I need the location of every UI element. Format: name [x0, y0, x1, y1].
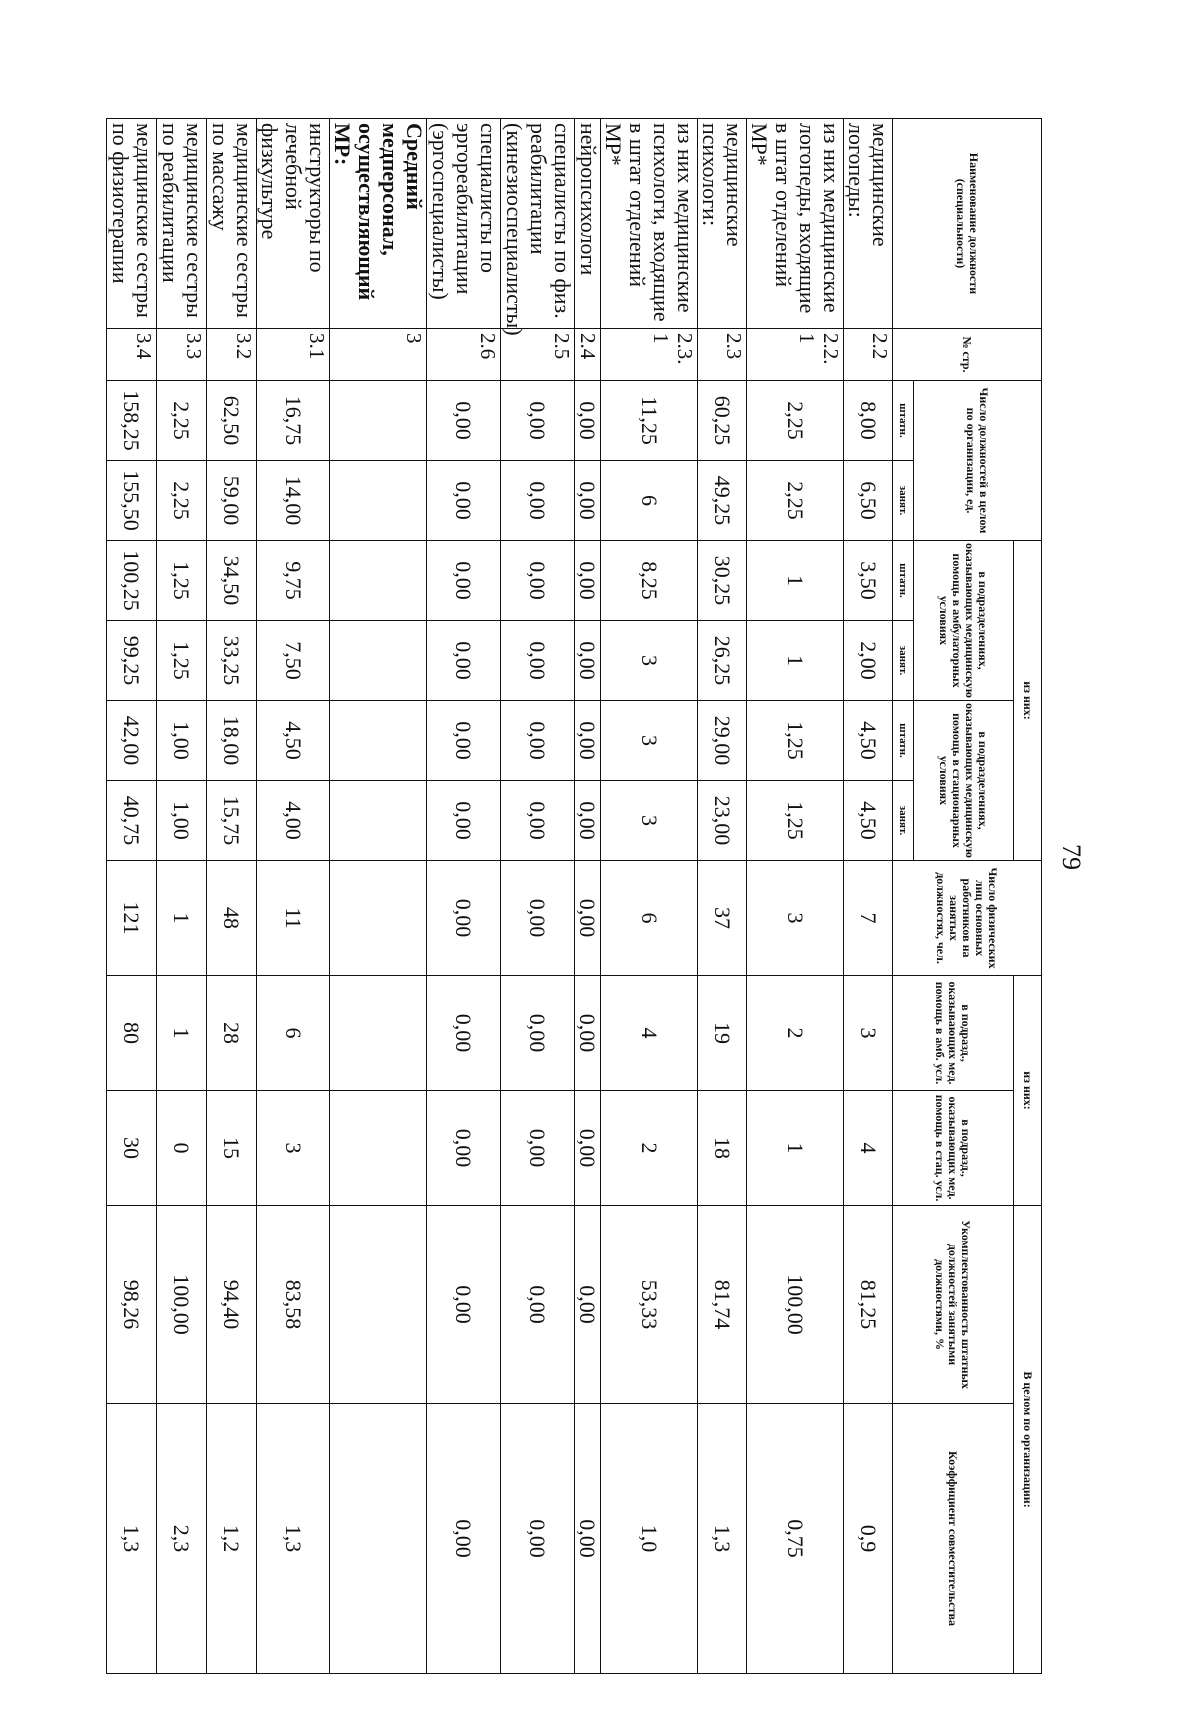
- cell-pct: 81,25: [844, 1206, 893, 1404]
- header-staffing: Укомплектованность штатных должностей занятыми должностями, %: [893, 1206, 1014, 1404]
- cell-pct: 0,00: [501, 1206, 575, 1404]
- staffing-table: [106, 118, 1042, 1674]
- header-phys-persons: Число физических лиц основных работников на занятых должностях, чел.: [893, 861, 1042, 976]
- cell-t-sh: 0,00: [575, 381, 601, 461]
- cell-fl-a: 3: [844, 976, 893, 1091]
- cell-a-z: 7,50: [257, 621, 330, 701]
- table-row: [257, 119, 330, 1674]
- cell-name: медицинские логопеды:: [844, 119, 893, 329]
- cell-t-z: 14,00: [257, 461, 330, 541]
- cell-coef: 1,2: [207, 1404, 257, 1674]
- cell-fl: [330, 861, 427, 976]
- cell-t-sh: 0,00: [427, 381, 501, 461]
- cell-a-sh: 9,75: [257, 541, 330, 621]
- cell-fl-s: 2: [601, 1091, 698, 1206]
- cell-fl: 0,00: [427, 861, 501, 976]
- cell-a-z: 3: [601, 621, 698, 701]
- cell-s-z: 4,50: [844, 781, 893, 861]
- cell-a-sh: 100,25: [107, 541, 157, 621]
- cell-fl-s: 0,00: [575, 1091, 601, 1206]
- cell-name: инструкторы по лечебной физкультуре: [257, 119, 330, 329]
- header-amb-zanyat: занят.: [893, 621, 914, 701]
- cell-no: 3.3: [157, 329, 207, 381]
- header-of-them: из них:: [1014, 541, 1042, 861]
- cell-a-sh: 8,25: [601, 541, 698, 621]
- table-row: [427, 119, 501, 1674]
- cell-a-sh: 0,00: [575, 541, 601, 621]
- cell-fl-a: 19: [698, 976, 747, 1091]
- header-amb: в подразделениях, оказывающих медицинскую помощь в амбулаторных условиях: [914, 541, 1014, 701]
- table-row: [844, 119, 893, 1674]
- cell-t-z: 0,00: [501, 461, 575, 541]
- cell-fl: 3: [747, 861, 844, 976]
- cell-t-sh: 62,50: [207, 381, 257, 461]
- cell-a-sh: 3,50: [844, 541, 893, 621]
- header-name: Наименование должности (специальности): [893, 119, 1042, 329]
- cell-fl-s: 18: [698, 1091, 747, 1206]
- cell-a-z: 2,00: [844, 621, 893, 701]
- cell-coef: 1,3: [257, 1404, 330, 1674]
- cell-no: 2.5: [501, 329, 575, 381]
- cell-fl-a: 6: [257, 976, 330, 1091]
- cell-s-sh: 0,00: [501, 701, 575, 781]
- cell-no: 3.4: [107, 329, 157, 381]
- header-phys-amb: в подразд., оказывающих мед. помощь в амб. усл.: [893, 976, 1014, 1091]
- cell-no: 2.4: [575, 329, 601, 381]
- header-coef: Коэффициент совместительства: [893, 1404, 1014, 1674]
- cell-s-sh: 42,00: [107, 701, 157, 781]
- table-row: [747, 119, 844, 1674]
- cell-coef: 2,3: [157, 1404, 207, 1674]
- cell-fl-s: [330, 1091, 427, 1206]
- cell-s-z: 40,75: [107, 781, 157, 861]
- cell-name: медицинские сестры по реабилитации: [157, 119, 207, 329]
- header-no: № стр.: [893, 329, 1042, 381]
- cell-t-z: 49,25: [698, 461, 747, 541]
- cell-fl: 37: [698, 861, 747, 976]
- header-phys-stat: в подразд., оказывающих мед. помощь в стац. усл.: [893, 1091, 1014, 1206]
- cell-coef: 1,3: [698, 1404, 747, 1674]
- cell-no: 2.2. 1: [747, 329, 844, 381]
- cell-coef: 0,9: [844, 1404, 893, 1674]
- cell-a-sh: 34,50: [207, 541, 257, 621]
- header-total-positions: Число должностей в целом по организации, ед.: [914, 381, 1042, 541]
- cell-s-z: [330, 781, 427, 861]
- page-number: 79: [1057, 844, 1086, 870]
- cell-t-sh: 158,25: [107, 381, 157, 461]
- cell-pct: 100,00: [747, 1206, 844, 1404]
- cell-s-z: 23,00: [698, 781, 747, 861]
- table-row: [601, 119, 698, 1674]
- cell-fl-a: 2: [747, 976, 844, 1091]
- cell-pct: 98,26: [107, 1206, 157, 1404]
- cell-fl-a: 80: [107, 976, 157, 1091]
- cell-t-z: 0,00: [575, 461, 601, 541]
- cell-fl-a: 4: [601, 976, 698, 1091]
- cell-fl: 11: [257, 861, 330, 976]
- header-total-shtatn: штатн.: [893, 381, 914, 461]
- cell-fl-a: 28: [207, 976, 257, 1091]
- cell-s-z: 0,00: [427, 781, 501, 861]
- cell-a-z: 26,25: [698, 621, 747, 701]
- table-row: [207, 119, 257, 1674]
- cell-s-z: 4,00: [257, 781, 330, 861]
- cell-s-z: 3: [601, 781, 698, 861]
- cell-fl: 1: [157, 861, 207, 976]
- cell-fl-s: 0,00: [427, 1091, 501, 1206]
- cell-a-z: 0,00: [501, 621, 575, 701]
- cell-coef: 0,75: [747, 1404, 844, 1674]
- header-row-1: [1014, 119, 1042, 1674]
- cell-pct: 81,74: [698, 1206, 747, 1404]
- cell-no: 2.2: [844, 329, 893, 381]
- cell-a-z: 0,00: [575, 621, 601, 701]
- cell-coef: [330, 1404, 427, 1674]
- cell-coef: 0,00: [501, 1404, 575, 1674]
- cell-s-sh: [330, 701, 427, 781]
- cell-a-sh: 1,25: [157, 541, 207, 621]
- cell-no: 3.1: [257, 329, 330, 381]
- cell-t-sh: 11,25: [601, 381, 698, 461]
- cell-a-sh: 0,00: [501, 541, 575, 621]
- cell-no: 3: [330, 329, 427, 381]
- cell-name: медицинские сестры по физиотерапии: [107, 119, 157, 329]
- cell-a-sh: 0,00: [427, 541, 501, 621]
- cell-fl: 6: [601, 861, 698, 976]
- table-body: [107, 119, 893, 1674]
- cell-s-z: 1,00: [157, 781, 207, 861]
- cell-pct: 94,40: [207, 1206, 257, 1404]
- cell-s-sh: 1,25: [747, 701, 844, 781]
- cell-fl: 121: [107, 861, 157, 976]
- cell-t-z: 0,00: [427, 461, 501, 541]
- cell-fl: 0,00: [575, 861, 601, 976]
- cell-pct: 53,33: [601, 1206, 698, 1404]
- cell-pct: 83,58: [257, 1206, 330, 1404]
- cell-t-sh: [330, 381, 427, 461]
- cell-fl-s: 30: [107, 1091, 157, 1206]
- cell-s-z: 15,75: [207, 781, 257, 861]
- table-row: [698, 119, 747, 1674]
- cell-a-z: 33,25: [207, 621, 257, 701]
- cell-s-sh: 4,50: [257, 701, 330, 781]
- cell-name: медицинские психологи:: [698, 119, 747, 329]
- cell-fl-a: [330, 976, 427, 1091]
- cell-pct: [330, 1206, 427, 1404]
- table-row: [575, 119, 601, 1674]
- cell-no: 2.6: [427, 329, 501, 381]
- table-row: [501, 119, 575, 1674]
- cell-t-sh: 60,25: [698, 381, 747, 461]
- cell-s-sh: 1,00: [157, 701, 207, 781]
- cell-t-z: [330, 461, 427, 541]
- cell-fl: 7: [844, 861, 893, 976]
- cell-pct: 0,00: [427, 1206, 501, 1404]
- cell-no: 2.3: [698, 329, 747, 381]
- header-stat: в подразделениях, оказывающих медицинскую помощь в стационарных условиях: [914, 701, 1014, 861]
- cell-fl: 0,00: [501, 861, 575, 976]
- cell-t-sh: 2,25: [157, 381, 207, 461]
- cell-coef: 1,0: [601, 1404, 698, 1674]
- cell-t-z: 6,50: [844, 461, 893, 541]
- cell-s-sh: 18,00: [207, 701, 257, 781]
- cell-a-sh: [330, 541, 427, 621]
- header-org-total: В целом по организации:: [1014, 1206, 1042, 1674]
- cell-fl-s: 0,00: [501, 1091, 575, 1206]
- cell-t-z: 6: [601, 461, 698, 541]
- cell-t-sh: 2,25: [747, 381, 844, 461]
- cell-s-sh: 29,00: [698, 701, 747, 781]
- cell-fl-s: 15: [207, 1091, 257, 1206]
- cell-t-z: 59,00: [207, 461, 257, 541]
- cell-name: нейропсихологи: [575, 119, 601, 329]
- cell-coef: 0,00: [575, 1404, 601, 1674]
- cell-t-z: 155,50: [107, 461, 157, 541]
- cell-name: специалисты по эргореабилитации (эргоспециалисты): [427, 119, 501, 329]
- cell-no: 3.2: [207, 329, 257, 381]
- cell-t-sh: 8,00: [844, 381, 893, 461]
- cell-name: из них медицинские логопеды, входящие в штат отделений МР*: [747, 119, 844, 329]
- cell-fl-s: 0: [157, 1091, 207, 1206]
- cell-s-sh: 0,00: [575, 701, 601, 781]
- cell-fl-a: 1: [157, 976, 207, 1091]
- cell-name: Средний медперсонал, осуществляющий МР:: [330, 119, 427, 329]
- cell-pct: 0,00: [575, 1206, 601, 1404]
- header-total-zanyat: занят.: [893, 461, 914, 541]
- cell-pct: 100,00: [157, 1206, 207, 1404]
- cell-a-z: 99,25: [107, 621, 157, 701]
- cell-fl-a: 0,00: [501, 976, 575, 1091]
- cell-fl-s: 4: [844, 1091, 893, 1206]
- header-of-them-2: из них:: [1014, 976, 1042, 1206]
- header-stat-zanyat: занят.: [893, 781, 914, 861]
- table-row: [107, 119, 157, 1674]
- cell-t-z: 2,25: [747, 461, 844, 541]
- cell-fl-a: 0,00: [575, 976, 601, 1091]
- header-stat-shtatn: штатн.: [893, 701, 914, 781]
- cell-no: 2.3. 1: [601, 329, 698, 381]
- cell-t-z: 2,25: [157, 461, 207, 541]
- cell-fl: 48: [207, 861, 257, 976]
- cell-s-sh: 4,50: [844, 701, 893, 781]
- cell-t-sh: 16,75: [257, 381, 330, 461]
- cell-a-z: 1: [747, 621, 844, 701]
- cell-s-sh: 0,00: [427, 701, 501, 781]
- cell-name: медицинские сестры по массажу: [207, 119, 257, 329]
- cell-a-sh: 1: [747, 541, 844, 621]
- cell-a-z: 0,00: [427, 621, 501, 701]
- cell-s-z: 0,00: [575, 781, 601, 861]
- cell-a-sh: 30,25: [698, 541, 747, 621]
- staffing-table-wrapper: [108, 118, 1042, 1673]
- cell-name: специалисты по физ. реабилитации (кинезиоспециалисты): [501, 119, 575, 329]
- cell-a-z: [330, 621, 427, 701]
- cell-fl-s: 1: [747, 1091, 844, 1206]
- cell-s-z: 1,25: [747, 781, 844, 861]
- cell-a-z: 1,25: [157, 621, 207, 701]
- cell-s-sh: 3: [601, 701, 698, 781]
- table-row: [157, 119, 207, 1674]
- cell-t-sh: 0,00: [501, 381, 575, 461]
- cell-coef: 1,3: [107, 1404, 157, 1674]
- cell-coef: 0,00: [427, 1404, 501, 1674]
- table-row: [330, 119, 427, 1674]
- cell-fl-a: 0,00: [427, 976, 501, 1091]
- cell-s-z: 0,00: [501, 781, 575, 861]
- cell-name: из них медицинские психологи, входящие в штат отделений МР*: [601, 119, 698, 329]
- cell-fl-s: 3: [257, 1091, 330, 1206]
- header-amb-shtatn: штатн.: [893, 541, 914, 621]
